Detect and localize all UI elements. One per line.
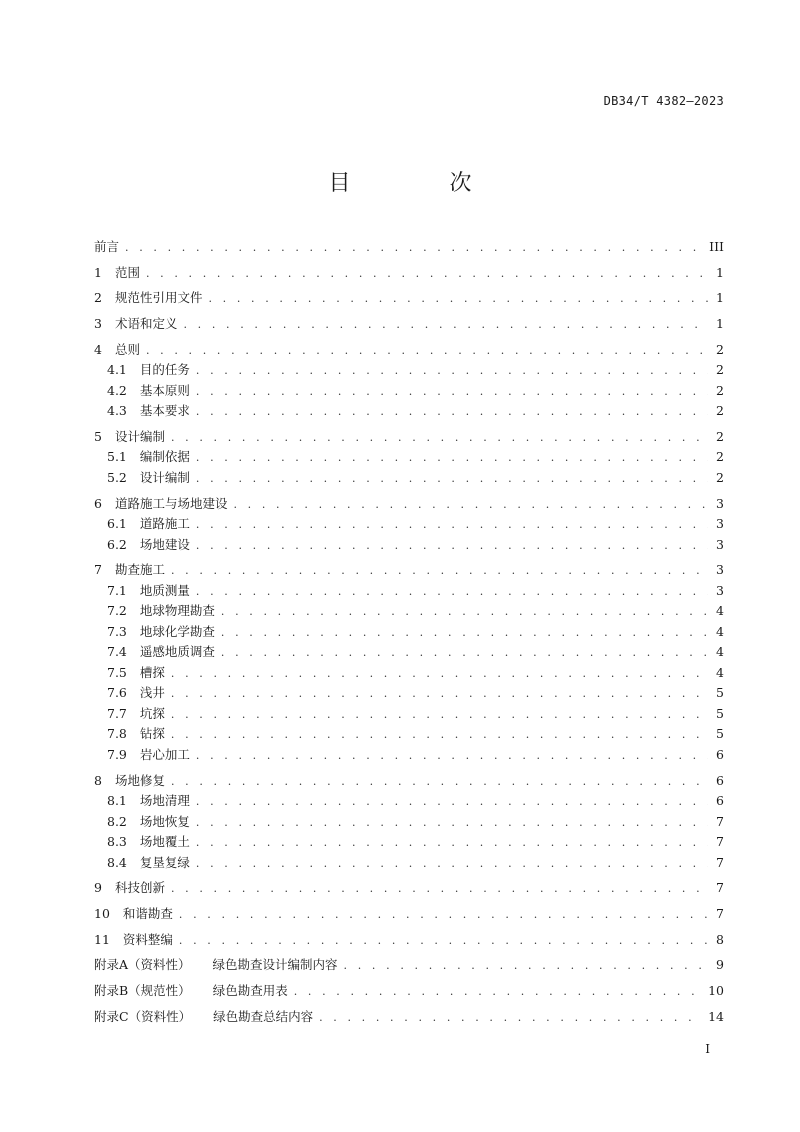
toc-leader-dots [171,705,708,726]
toc-entry-label: 基本要求 [139,403,190,419]
toc-entry-page: 7 [716,880,724,896]
toc-leader-dots [196,792,708,813]
toc-entry-number: 7.1 [107,582,127,598]
toc-leader-dots [319,1008,702,1029]
toc-leader-dots [196,854,708,875]
toc-leader-dots [196,746,708,767]
toc-entry-label: 勘查施工 [114,562,165,578]
toc-leader-dots [221,643,708,664]
toc-entry-number: 11 [94,931,110,947]
toc-leader-dots [146,341,708,362]
toc-entry[interactable] [94,314,724,335]
toc-leader-dots [196,448,708,469]
toc-leader-dots [171,772,708,793]
table-of-contents [94,237,724,1027]
toc-entry-page: III [709,239,724,254]
toc-entry-number: 6.1 [107,516,127,532]
toc-entry[interactable] [94,878,724,899]
toc-leader-dots [196,536,708,557]
toc-entry-number: 5 [94,428,102,444]
toc-entry-label: 地球化学勘查 [139,623,215,639]
toc-entry[interactable] [94,560,724,581]
toc-entry-number: 4.3 [107,403,127,419]
toc-entry-page: 1 [716,316,724,332]
toc-leader-dots [344,956,708,977]
toc-entry-number: 2 [94,290,102,306]
toc-entry[interactable] [94,468,724,489]
toc-entry-page: 2 [716,403,724,419]
toc-entry-page: 4 [716,664,724,680]
toc-entry-page: 14 [708,1008,724,1024]
toc-entry-page: 7 [716,834,724,849]
toc-entry-label: 规范性引用文件 [114,290,203,306]
toc-entry[interactable] [94,622,724,643]
toc-entry-page: 2 [716,362,724,378]
toc-entry-label: 坑探 [139,705,165,721]
toc-entry[interactable] [94,853,724,874]
toc-entry-number: 6.2 [107,536,127,552]
toc-entry-number: 5.2 [107,469,127,485]
toc-entry[interactable] [94,535,724,556]
toc-entry-number: 4.2 [107,382,127,398]
toc-entry-page: 4 [716,644,724,660]
toc-entry-page: 10 [708,982,724,998]
toc-entry[interactable] [94,663,724,684]
toc-leader-dots [171,879,708,900]
toc-entry-page: 7 [716,905,724,921]
toc-entry[interactable] [94,955,724,976]
toc-entry-page: 2 [716,469,724,485]
toc-leader-dots [179,931,708,952]
toc-entry-label: 复垦复绿 [139,854,190,870]
toc-entry-label: 地质测量 [139,582,190,598]
toc-entry-page: 2 [716,449,724,465]
toc-entry-number: 7.7 [107,705,127,721]
toc-entry-label: 绿色勘查总结内容 [213,1008,314,1024]
toc-entry-page: 3 [716,516,724,532]
toc-entry-label: 资料整编 [122,931,173,947]
toc-entry-label: 场地清理 [139,793,190,808]
toc-entry[interactable] [94,237,724,258]
toc-leader-dots [196,582,708,603]
toc-entry-number: 8 [94,772,102,788]
toc-entry-label: 基本原则 [139,382,190,398]
toc-leader-dots [196,515,708,536]
toc-entry[interactable] [94,427,724,448]
toc-leader-dots [196,402,708,423]
toc-entry[interactable] [94,581,724,602]
toc-entry-number: 8.4 [107,854,127,870]
toc-leader-dots [196,813,708,834]
toc-entry-number: 6 [94,495,102,511]
toc-entry[interactable] [94,704,724,725]
toc-entry[interactable] [94,494,724,515]
toc-entry-page: 8 [716,931,724,947]
toc-entry-page: 6 [716,772,724,788]
toc-entry-page: 9 [716,957,724,973]
toc-leader-dots [221,602,708,623]
toc-leader-dots [221,623,708,644]
toc-entry-page: 5 [716,705,724,721]
toc-leader-dots [179,905,708,926]
toc-entry-number: 7.2 [107,603,127,619]
toc-entry[interactable] [94,340,724,361]
toc-entry-number: 1 [94,264,102,280]
toc-entry-label: 道路施工与场地建设 [114,495,228,511]
toc-entry-page: 3 [716,536,724,552]
toc-entry[interactable] [94,724,724,745]
toc-entry[interactable] [94,683,724,704]
toc-entry-label: 术语和定义 [114,316,178,332]
toc-leader-dots [171,561,708,582]
toc-leader-dots [171,725,708,746]
toc-entry-page: 1 [716,290,724,306]
toc-entry[interactable] [94,904,724,925]
toc-entry[interactable] [94,832,724,853]
toc-entry-number: 7.4 [107,644,127,660]
toc-entry[interactable] [94,791,724,812]
toc-entry[interactable] [94,745,724,766]
toc-entry-label: 场地覆土 [139,834,190,849]
toc-entry[interactable] [94,514,724,535]
page-number: I [705,1042,710,1056]
toc-entry-page: 4 [716,603,724,619]
toc-entry-number: 10 [94,905,110,921]
toc-entry-page: 3 [716,562,724,578]
toc-leader-dots [196,469,708,490]
toc-entry-number: 7.8 [107,726,127,742]
toc-entry-label: 浅井 [139,685,165,701]
toc-entry-page: 4 [716,623,724,639]
toc-entry-label: 范围 [114,264,140,280]
toc-entry-number: 5.1 [107,449,127,465]
toc-leader-dots [196,833,708,854]
toc-leader-dots [171,684,708,705]
toc-entry-page: 2 [716,428,724,444]
standard-code: DB34/T 4382—2023 [603,94,724,108]
toc-entry-label: 钻探 [139,726,165,742]
toc-entry-number: 7.9 [107,746,127,762]
toc-leader-dots [208,289,708,310]
toc-entry-page: 2 [716,341,724,357]
page-title: 目 次 [328,171,518,196]
toc-entry-number: 附录B（规范性） [94,982,191,998]
toc-entry[interactable] [94,401,724,422]
toc-entry-page: 7 [716,813,724,829]
toc-entry[interactable] [94,771,724,792]
toc-entry-number: 8.2 [107,813,127,829]
toc-entry-number: 7 [94,562,102,578]
toc-entry[interactable] [94,360,724,381]
toc-entry-number: 8.1 [107,793,127,808]
toc-entry[interactable] [94,1007,724,1028]
toc-entry-label: 绿色勘查用表 [212,982,288,998]
toc-entry-label: 道路施工 [139,516,190,532]
toc-entry-number: 7.6 [107,685,127,701]
toc-entry-number: 4 [94,341,102,357]
toc-entry[interactable] [94,981,724,1002]
toc-leader-dots [171,428,708,449]
toc-leader-dots [196,382,708,403]
toc-entry-label: 场地修复 [114,772,165,788]
toc-leader-dots [196,361,708,382]
toc-entry-label: 目的任务 [139,362,190,378]
toc-leader-dots [125,238,703,259]
toc-leader-dots [146,264,708,285]
toc-entry-label: 岩心加工 [139,746,190,762]
toc-leader-dots [171,664,708,685]
toc-entry-page: 1 [716,264,724,280]
toc-entry[interactable] [94,812,724,833]
toc-entry-page: 6 [716,793,724,808]
toc-entry[interactable] [94,447,724,468]
toc-entry-number: 9 [94,880,102,896]
toc-entry-page: 3 [716,495,724,511]
toc-entry-page: 5 [716,685,724,701]
toc-entry-label: 和谐勘查 [122,905,173,921]
toc-entry-page: 7 [716,854,724,870]
toc-entry-number: 7.5 [107,664,127,680]
toc-entry-label: 科技创新 [114,880,165,896]
toc-entry-label: 设计编制 [139,469,190,485]
toc-entry-label: 设计编制 [114,428,165,444]
toc-entry-number: 4.1 [107,362,127,378]
toc-entry-number: 附录A（资料性） [94,957,191,973]
toc-entry-label: 地球物理勘查 [139,603,215,619]
toc-entry-label: 总则 [114,341,140,357]
toc-leader-dots [183,315,708,336]
toc-leader-dots [294,982,702,1003]
toc-entry-label: 场地建设 [139,536,190,552]
toc-entry-label: 编制依据 [139,449,190,465]
toc-leader-dots [233,495,708,516]
toc-entry[interactable] [94,601,724,622]
toc-entry-page: 5 [716,726,724,742]
toc-entry-label: 遥感地质调查 [139,644,215,660]
toc-entry[interactable] [94,263,724,284]
toc-entry-label: 前言 [94,239,120,254]
toc-entry[interactable] [94,642,724,663]
toc-entry-label: 槽探 [139,664,165,680]
toc-entry[interactable] [94,381,724,402]
toc-entry-number: 7.3 [107,623,127,639]
toc-entry[interactable] [94,288,724,309]
toc-entry-page: 2 [716,382,724,398]
toc-entry[interactable] [94,930,724,951]
toc-entry-number: 3 [94,316,102,332]
toc-entry-page: 3 [716,582,724,598]
toc-entry-label: 绿色勘查设计编制内容 [212,957,338,973]
toc-entry-label: 场地恢复 [139,813,190,829]
toc-entry-page: 6 [716,746,724,762]
toc-entry-number: 8.3 [107,834,127,849]
toc-entry-number: 附录C（资料性） [94,1008,192,1024]
